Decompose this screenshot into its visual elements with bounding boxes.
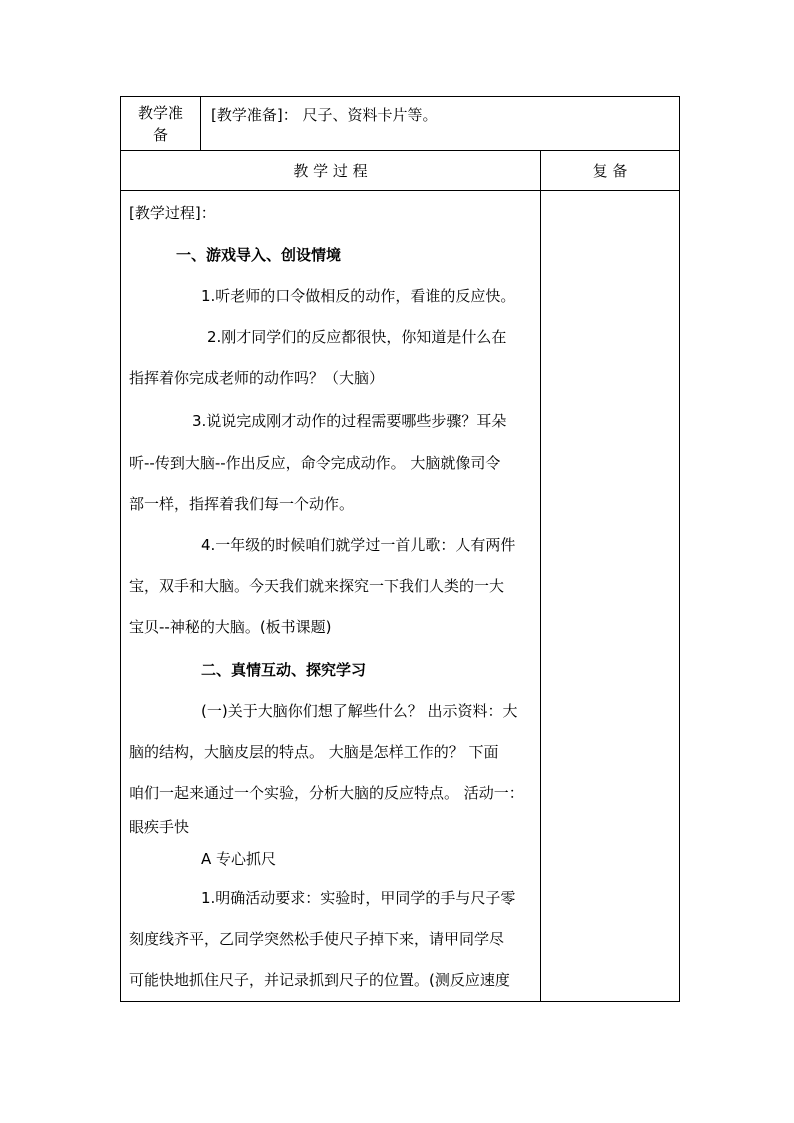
body-line: 2.刚才同学们的反应都很快，你知道是什么在 (207, 328, 507, 346)
body-line: 部一样，指挥着我们每一个动作。 (129, 495, 355, 513)
header-process: 教 学 过 程 (293, 162, 368, 180)
body-line: 听--传到大脑--作出反应，命令完成动作。 大脑就像司令 (129, 454, 501, 472)
body-line: 宝，双手和大脑。今天我们就来探究一下我们人类的一大 (129, 577, 505, 595)
section-heading: 二、真情互动、探究学习 (201, 661, 367, 679)
prep-column-divider (200, 97, 201, 150)
body-line: 指挥着你完成老师的动作吗？（大脑） (129, 369, 385, 387)
body-line: 3.说说完成刚才动作的过程需要哪些步骤？耳朵 (192, 412, 507, 430)
row-divider-2 (121, 190, 679, 191)
lesson-table (120, 96, 680, 1002)
body-line: 宝贝--神秘的大脑。(板书课题) (129, 618, 332, 636)
body-line: 1.听老师的口令做相反的动作，看谁的反应快。 (201, 287, 516, 305)
body-line: 咱们一起来通过一个实验，分析大脑的反应特点。 活动一： (129, 784, 524, 802)
body-line: 4.一年级的时候咱们就学过一首儿歌：人有两件 (201, 536, 516, 554)
body-line: 1.明确活动要求：实验时，甲同学的手与尺子零 (201, 889, 516, 907)
review-column-divider (540, 150, 541, 1001)
prep-label-line1: 教学准 (137, 103, 183, 122)
body-line: [教学过程]： (129, 204, 216, 222)
body-line: 刻度线齐平，乙同学突然松手使尺子掉下来，请甲同学尽 (129, 930, 505, 948)
prep-label-line2: 备 (152, 125, 168, 144)
prep-content: [教学准备]： 尺子、资料卡片等。 (211, 106, 438, 124)
prep-label (121, 97, 200, 150)
body-line: 眼疾手快 (129, 818, 190, 836)
body-line: A 专心抓尺 (201, 850, 277, 868)
section-heading: 一、游戏导入、创设情境 (176, 246, 342, 264)
header-review: 复 备 (592, 162, 628, 180)
row-divider-1 (121, 150, 679, 151)
body-line: 脑的结构，大脑皮层的特点。 大脑是怎样工作的？ 下面 (129, 743, 499, 761)
body-line: (一)关于大脑你们想了解些什么？ 出示资料：大 (201, 702, 518, 720)
body-line: 可能快地抓住尺子，并记录抓到尺子的位置。(测反应速度 (129, 971, 510, 989)
